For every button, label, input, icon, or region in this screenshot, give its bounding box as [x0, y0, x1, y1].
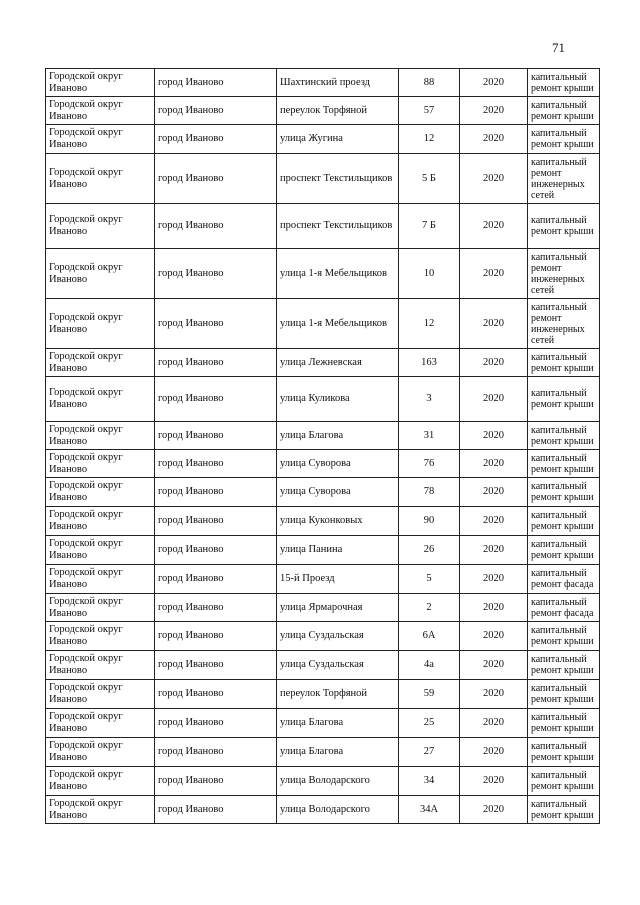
year-cell: 2020 — [460, 125, 528, 154]
municipality-cell: Городской округ Иваново — [46, 565, 155, 594]
page-number: 71 — [552, 40, 565, 55]
city-cell: город Иваново — [155, 125, 277, 154]
street-cell: проспект Текстильщиков — [277, 154, 399, 204]
city-cell: город Иваново — [155, 97, 277, 125]
year-cell: 2020 — [460, 738, 528, 767]
year-cell: 2020 — [460, 69, 528, 97]
street-cell: улица Суворова — [277, 478, 399, 507]
table-row — [46, 680, 600, 709]
table-row — [46, 204, 600, 249]
city-cell: город Иваново — [155, 594, 277, 622]
city-cell: город Иваново — [155, 450, 277, 478]
street-cell: улица Лежневская — [277, 349, 399, 377]
house-number-cell: 5 Б — [399, 154, 460, 204]
municipality-cell: Городской округ Иваново — [46, 299, 155, 349]
municipality-cell: Городской округ Иваново — [46, 767, 155, 796]
street-cell: улица Володарского — [277, 796, 399, 824]
city-cell: город Иваново — [155, 422, 277, 450]
table-row — [46, 507, 600, 536]
work-type-cell: капитальный ремонт крыши — [528, 709, 600, 738]
municipality-cell: Городской округ Иваново — [46, 249, 155, 299]
municipality-cell: Городской округ Иваново — [46, 651, 155, 680]
city-cell: город Иваново — [155, 738, 277, 767]
year-cell: 2020 — [460, 767, 528, 796]
street-cell: улица Куконковых — [277, 507, 399, 536]
house-number-cell: 78 — [399, 478, 460, 507]
house-number-cell: 12 — [399, 125, 460, 154]
work-type-cell: капитальный ремонт крыши — [528, 125, 600, 154]
work-type-cell: капитальный ремонт крыши — [528, 450, 600, 478]
work-type-cell: капитальный ремонт инженерных сетей — [528, 154, 600, 204]
city-cell: город Иваново — [155, 478, 277, 507]
municipality-cell: Городской округ Иваново — [46, 594, 155, 622]
municipality-cell: Городской округ Иваново — [46, 738, 155, 767]
street-cell: переулок Торфяной — [277, 680, 399, 709]
city-cell: город Иваново — [155, 796, 277, 824]
street-cell: улица Володарского — [277, 767, 399, 796]
house-number-cell: 31 — [399, 422, 460, 450]
municipality-cell: Городской округ Иваново — [46, 125, 155, 154]
city-cell: город Иваново — [155, 299, 277, 349]
municipality-cell: Городской округ Иваново — [46, 422, 155, 450]
work-type-cell: капитальный ремонт крыши — [528, 796, 600, 824]
table-row — [46, 299, 600, 349]
municipality-cell: Городской округ Иваново — [46, 349, 155, 377]
street-cell: улица Жугина — [277, 125, 399, 154]
house-number-cell: 26 — [399, 536, 460, 565]
work-type-cell: капитальный ремонт крыши — [528, 536, 600, 565]
house-number-cell: 4а — [399, 651, 460, 680]
city-cell: город Иваново — [155, 680, 277, 709]
house-number-cell: 7 Б — [399, 204, 460, 249]
city-cell: город Иваново — [155, 154, 277, 204]
municipality-cell: Городской округ Иваново — [46, 478, 155, 507]
city-cell: город Иваново — [155, 622, 277, 651]
house-number-cell: 10 — [399, 249, 460, 299]
table-body — [46, 69, 600, 824]
table-row — [46, 422, 600, 450]
municipality-cell: Городской округ Иваново — [46, 204, 155, 249]
year-cell: 2020 — [460, 536, 528, 565]
year-cell: 2020 — [460, 204, 528, 249]
year-cell: 2020 — [460, 651, 528, 680]
table-row — [46, 594, 600, 622]
year-cell: 2020 — [460, 422, 528, 450]
year-cell: 2020 — [460, 154, 528, 204]
city-cell: город Иваново — [155, 204, 277, 249]
municipality-cell: Городской округ Иваново — [46, 450, 155, 478]
municipality-cell: Городской округ Иваново — [46, 536, 155, 565]
year-cell: 2020 — [460, 594, 528, 622]
city-cell: город Иваново — [155, 507, 277, 536]
street-cell: проспект Текстильщиков — [277, 204, 399, 249]
table-row — [46, 796, 600, 824]
table-row — [46, 565, 600, 594]
street-cell: улица Куликова — [277, 377, 399, 422]
year-cell: 2020 — [460, 450, 528, 478]
street-cell: улица Благова — [277, 738, 399, 767]
city-cell: город Иваново — [155, 651, 277, 680]
work-type-cell: капитальный ремонт крыши — [528, 69, 600, 97]
table-row — [46, 154, 600, 204]
house-number-cell: 6А — [399, 622, 460, 651]
year-cell: 2020 — [460, 709, 528, 738]
year-cell: 2020 — [460, 349, 528, 377]
year-cell: 2020 — [460, 622, 528, 651]
work-type-cell: капитальный ремонт крыши — [528, 680, 600, 709]
work-type-cell: капитальный ремонт инженерных сетей — [528, 299, 600, 349]
year-cell: 2020 — [460, 249, 528, 299]
year-cell: 2020 — [460, 507, 528, 536]
house-number-cell: 34 — [399, 767, 460, 796]
municipality-cell: Городской округ Иваново — [46, 709, 155, 738]
house-number-cell: 76 — [399, 450, 460, 478]
street-cell: Шахтинский проезд — [277, 69, 399, 97]
municipality-cell: Городской округ Иваново — [46, 507, 155, 536]
street-cell: улица Панина — [277, 536, 399, 565]
municipality-cell: Городской округ Иваново — [46, 680, 155, 709]
table-row — [46, 478, 600, 507]
street-cell: 15-й Проезд — [277, 565, 399, 594]
street-cell: переулок Торфяной — [277, 97, 399, 125]
municipality-cell: Городской округ Иваново — [46, 97, 155, 125]
year-cell: 2020 — [460, 680, 528, 709]
city-cell: город Иваново — [155, 536, 277, 565]
work-type-cell: капитальный ремонт крыши — [528, 377, 600, 422]
city-cell: город Иваново — [155, 767, 277, 796]
year-cell: 2020 — [460, 377, 528, 422]
work-type-cell: капитальный ремонт крыши — [528, 97, 600, 125]
work-type-cell: капитальный ремонт фасада — [528, 565, 600, 594]
house-number-cell: 90 — [399, 507, 460, 536]
house-number-cell: 34А — [399, 796, 460, 824]
municipality-cell: Городской округ Иваново — [46, 154, 155, 204]
year-cell: 2020 — [460, 478, 528, 507]
table-row — [46, 767, 600, 796]
house-number-cell: 163 — [399, 349, 460, 377]
street-cell: улица Ярмарочная — [277, 594, 399, 622]
table-row — [46, 97, 600, 125]
city-cell: город Иваново — [155, 709, 277, 738]
house-number-cell: 88 — [399, 69, 460, 97]
municipality-cell: Городской округ Иваново — [46, 69, 155, 97]
table-row — [46, 125, 600, 154]
street-cell: улица Благова — [277, 422, 399, 450]
table-row — [46, 69, 600, 97]
house-number-cell: 59 — [399, 680, 460, 709]
table-row — [46, 738, 600, 767]
house-number-cell: 5 — [399, 565, 460, 594]
work-type-cell: капитальный ремонт крыши — [528, 767, 600, 796]
house-number-cell: 3 — [399, 377, 460, 422]
work-type-cell: капитальный ремонт крыши — [528, 507, 600, 536]
table-row — [46, 377, 600, 422]
street-cell: улица Суворова — [277, 450, 399, 478]
year-cell: 2020 — [460, 97, 528, 125]
municipality-cell: Городской округ Иваново — [46, 377, 155, 422]
city-cell: город Иваново — [155, 249, 277, 299]
city-cell: город Иваново — [155, 349, 277, 377]
work-type-cell: капитальный ремонт крыши — [528, 349, 600, 377]
house-number-cell: 27 — [399, 738, 460, 767]
house-number-cell: 25 — [399, 709, 460, 738]
house-number-cell: 12 — [399, 299, 460, 349]
year-cell: 2020 — [460, 796, 528, 824]
house-number-cell: 2 — [399, 594, 460, 622]
table-row — [46, 349, 600, 377]
work-type-cell: капитальный ремонт крыши — [528, 204, 600, 249]
street-cell: улица Суздальская — [277, 651, 399, 680]
work-type-cell: капитальный ремонт крыши — [528, 738, 600, 767]
work-type-cell: капитальный ремонт крыши — [528, 478, 600, 507]
year-cell: 2020 — [460, 299, 528, 349]
table-row — [46, 450, 600, 478]
work-type-cell: капитальный ремонт крыши — [528, 422, 600, 450]
street-cell: улица Суздальская — [277, 622, 399, 651]
city-cell: город Иваново — [155, 377, 277, 422]
table-row — [46, 622, 600, 651]
street-cell: улица Благова — [277, 709, 399, 738]
table-row — [46, 536, 600, 565]
work-type-cell: капитальный ремонт фасада — [528, 594, 600, 622]
table-row — [46, 651, 600, 680]
housing-repair-table — [45, 68, 600, 824]
city-cell: город Иваново — [155, 69, 277, 97]
year-cell: 2020 — [460, 565, 528, 594]
street-cell: улица 1-я Мебельщиков — [277, 249, 399, 299]
municipality-cell: Городской округ Иваново — [46, 796, 155, 824]
municipality-cell: Городской округ Иваново — [46, 622, 155, 651]
table-row — [46, 709, 600, 738]
street-cell: улица 1-я Мебельщиков — [277, 299, 399, 349]
work-type-cell: капитальный ремонт крыши — [528, 622, 600, 651]
work-type-cell: капитальный ремонт крыши — [528, 651, 600, 680]
table-row — [46, 249, 600, 299]
work-type-cell: капитальный ремонт инженерных сетей — [528, 249, 600, 299]
house-number-cell: 57 — [399, 97, 460, 125]
city-cell: город Иваново — [155, 565, 277, 594]
